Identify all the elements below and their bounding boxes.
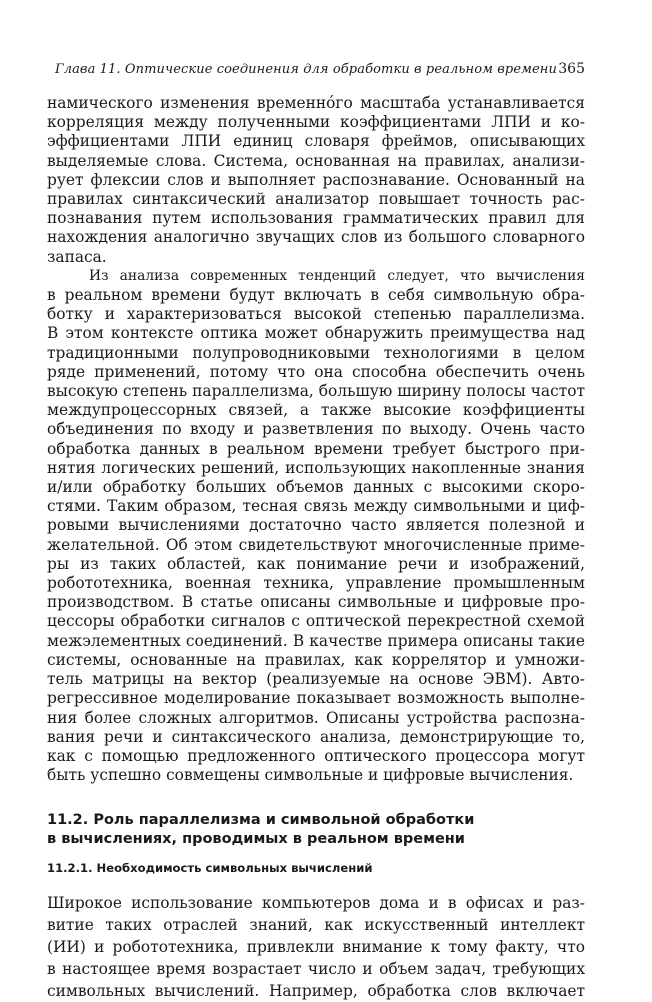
text-line: ры из таких областей, как понимание речи и изображений, xyxy=(47,554,585,573)
text-line: междупроцессорных связей, а также высокие коэффициенты xyxy=(47,401,585,420)
text-line: высокую степень параллелизма, большую ширину полосы частот xyxy=(47,382,585,401)
text-line: вания речи и синтаксического анализа, демонстрирующие то, xyxy=(47,727,585,746)
text-line: в настоящее время возрастает число и объем задач, требующих xyxy=(47,960,585,979)
text-line: цессоры обработки сигналов с оптической перекрестной схемой xyxy=(47,612,585,631)
text-line: ровыми вычислениями достаточно часто является полезной и xyxy=(47,516,585,535)
paragraph-2 xyxy=(47,267,585,785)
text-line: Из анализа современных тенденций следует, что вычисления xyxy=(89,267,585,284)
text-line: регрессивное моделирование показывает возможность выполне- xyxy=(47,689,585,708)
section-heading-line: 11.2. Роль параллелизма и символьной обработки xyxy=(47,812,475,829)
text-line: Широкое использование компьютеров дома и в офисах и раз- xyxy=(47,894,585,913)
running-title: Глава 11. Оптические соединения для обработки в реальном времени xyxy=(55,62,557,77)
text-line: (ИИ) и робототехника, привлекли внимание к тому факту, что xyxy=(47,938,585,957)
text-line: производством. В статье описаны символьные и цифровые про- xyxy=(47,593,585,612)
text-line: желательной. Об этом свидетельствуют многочисленные приме- xyxy=(47,535,585,554)
text-line: познавания путем использования грамматических правил для xyxy=(47,209,585,228)
text-line: объединения по входу и разветвления по выходу. Очень часто xyxy=(47,420,585,439)
paragraph-1 xyxy=(47,94,585,267)
text-line: традиционными полупроводниковыми технологиями в целом xyxy=(47,343,585,362)
text-line: быть успешно совмещены символьные и цифровые вычисления. xyxy=(47,766,574,785)
text-line: выделяемые слова. Система, основанная на правилах, анализи- xyxy=(47,151,585,170)
text-line: ряде применений, потому что она способна обеспечить очень xyxy=(47,362,585,381)
text-line: правилах синтаксический анализатор повышает точность рас- xyxy=(47,190,585,209)
text-line: межэлементных соединений. В качестве примера описаны такие xyxy=(47,631,585,650)
text-line: тель матрицы на вектор (реализуемые на основе ЭВМ). Авто- xyxy=(47,670,585,689)
section-heading-line: в вычислениях, проводимых в реальном времени xyxy=(47,831,465,848)
text-line: корреляция между полученными коэффициентами ЛПИ и ко- xyxy=(47,113,585,132)
text-line: и/или обработку больших объемов данных с высокими скоро- xyxy=(47,478,585,497)
page-number: 365 xyxy=(558,61,585,77)
book-page xyxy=(47,58,585,1002)
text-line: обработка данных в реальном времени требует быстрого при- xyxy=(47,439,585,458)
text-line: намического изменения временно́го масштаба устанавливается xyxy=(47,94,585,112)
running-header xyxy=(47,58,585,80)
text-line: нятия логических решений, использующих накопленные знания xyxy=(47,458,585,477)
text-line: рует флексии слов и выполняет распознавание. Основанный на xyxy=(47,170,585,189)
text-line: стями. Таким образом, тесная связь между символьными и циф- xyxy=(47,497,585,516)
text-line: нахождения аналогично звучащих слов из большого словарного xyxy=(47,228,585,247)
text-line: запаса. xyxy=(47,247,107,266)
text-line: робототехника, военная техника, управление промышленным xyxy=(47,574,585,593)
text-line: ботку и характеризоваться высокой степенью параллелизма. xyxy=(47,305,585,324)
paragraph-3 xyxy=(47,892,585,1002)
subsection-heading: 11.2.1. Необходимость символьных вычислений xyxy=(47,861,373,876)
text-line: эффициентами ЛПИ единиц словаря фреймов, описывающих xyxy=(47,132,585,151)
text-line: в реальном времени будут включать в себя символьную обра- xyxy=(47,286,585,305)
text-line: системы, основанные на правилах, как коррелятор и умножи- xyxy=(47,650,585,669)
text-line: В этом контексте оптика может обнаружить преимущества над xyxy=(47,324,585,343)
section-heading xyxy=(47,811,585,849)
text-line: как с помощью предложенного оптического процессора могут xyxy=(47,746,585,765)
text-line: витие таких отраслей знаний, как искусственный интеллект xyxy=(47,916,585,935)
text-line: ния более сложных алгоритмов. Описаны устройства распозна- xyxy=(47,708,585,727)
text-line: символьных вычислений. Например, обработка слов включает xyxy=(47,982,585,1001)
